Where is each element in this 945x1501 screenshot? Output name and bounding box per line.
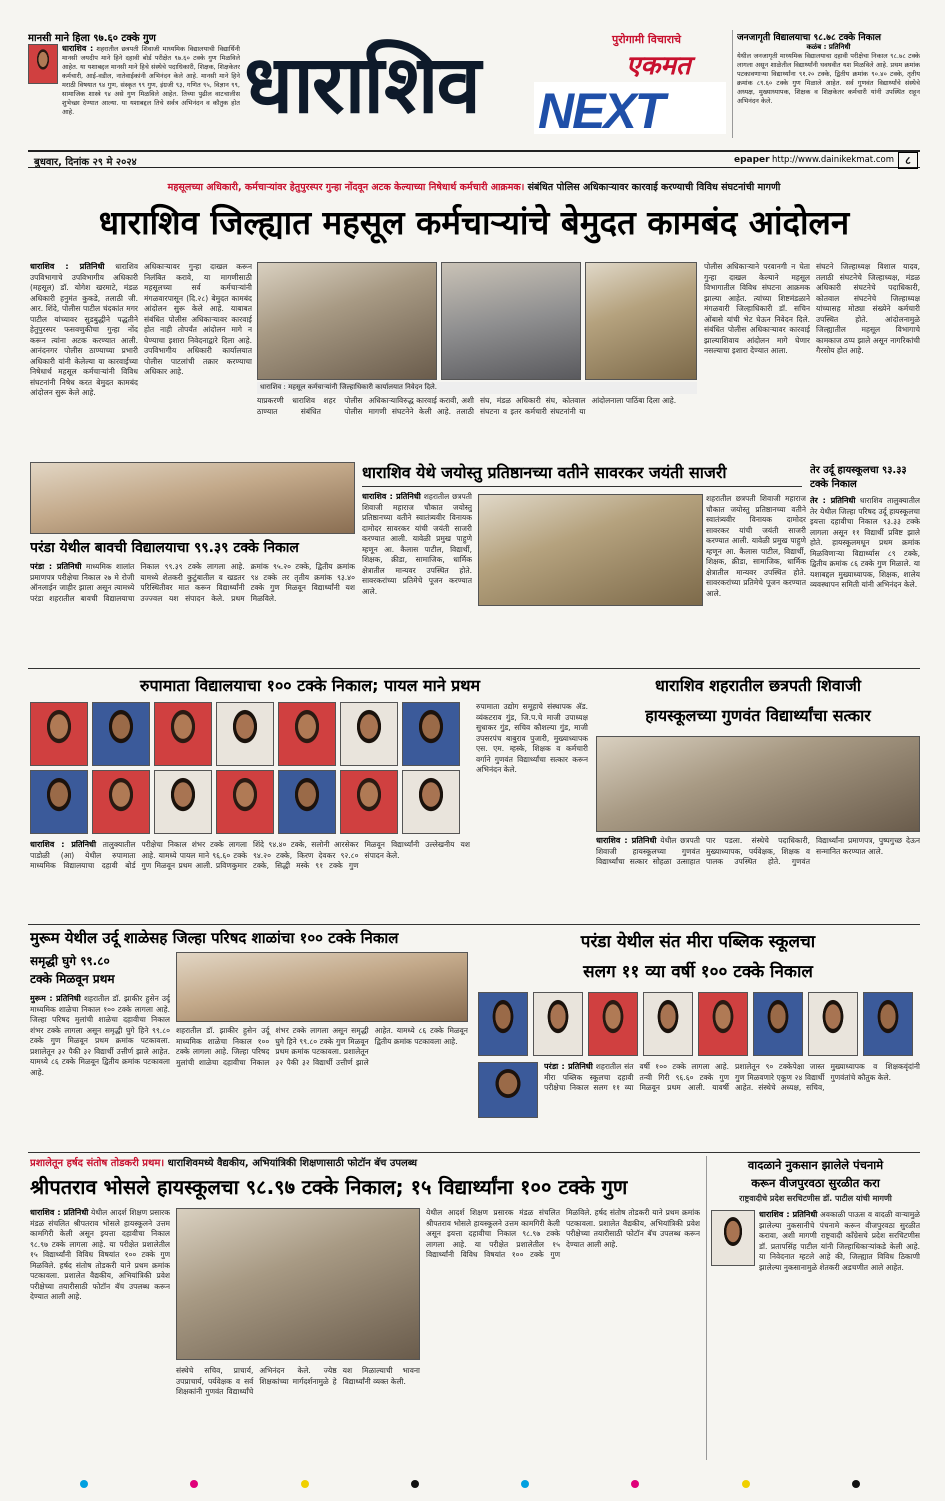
- divider-3: [28, 1152, 920, 1153]
- student-photo: [216, 770, 274, 834]
- student-photo: [698, 992, 748, 1056]
- website-link[interactable]: http://www.dainikekmat.com: [772, 155, 894, 165]
- masthead-title: धाराशिव: [244, 37, 479, 131]
- lead-col3: याप्रकरणी धाराशिव शहर पोलीस ठाण्यात संबंधित पोलीस अधिकाऱ्याविरुद्ध कारवाई करावी, अशी मागणी संघटनेने केली आहे. तलाठी संघ, मंडळ अधिकारी संघ, कोतवाल संघटना व इतर कर्मचारी संघटनांनी या आंदोलनाला पाठिंबा दिला आहे.: [257, 396, 677, 416]
- tair-headline: तेर उर्दू हायस्कूलचा ९३.३३ टक्के निकाल: [810, 465, 907, 490]
- meera-headline-2: सलग ११ व्या वर्षी १०० टक्के निकाल: [583, 962, 813, 982]
- student-photo: [216, 702, 274, 766]
- wadal-box: [706, 1156, 920, 1460]
- bhosale-kicker: [30, 1155, 700, 1171]
- student-photo: [808, 992, 858, 1056]
- lead-kicker-black: संबंधित पोलिस अधिकाऱ्यावर कारवाई करण्याची विविध संघटनांची मागणी: [527, 182, 781, 193]
- savarkar-dateline: धाराशिव : प्रतिनिधी: [362, 492, 421, 501]
- lead-photo-3: [585, 262, 697, 380]
- bhosale-body-mid: संस्थेचे सचिव, प्राचार्य, उपप्राचार्य, पर्यवेक्षक व सर्व शिक्षकांनी गुणवंत विद्यार्थ्यांचे अभिनंदन केले. ज्येष्ठ शिक्षकांच्या मार्गदर्शनामुळे हे यश मिळाल्याची भावना विद्यार्थ्यांनी व्यक्त केली.: [176, 1366, 420, 1396]
- savarkar-headline: धाराशिव येथे जयोस्तु प्रतिष्ठानच्या वतीने सावरकर जयंती साजरी: [362, 460, 802, 487]
- lead-col2: अधिकाऱ्यावर गुन्हा दाखल करून निलंबित करावे, या मागणीसाठी महसूलच्या सर्व कर्मचाऱ्यांनी मंगळवारपासून (दि.२८) बेमुदत कामबंद आंदोलन सुरू केले आहे. याबाबत संबंधित पोलीस अधिकाऱ्यावर कारवाई होत नाही तोपर्यंत आंदोलन मागे न घेण्याचा इशारा निवेदनाद्वारे दिला आहे. उपविभागीय अधिकारी कार्यालयात पोलीस पाटलांची तक्रार करण्याचा अधिकार आहे.: [144, 262, 252, 376]
- murum-body-left: [30, 994, 170, 1146]
- shivaji-headline-2: हायस्कूलच्या गुणवंत विद्यार्थ्यांचा सत्कार: [645, 706, 871, 725]
- meera-photos: [478, 992, 918, 1056]
- lead-photo-2: [441, 262, 581, 380]
- bawchi-headline: परंडा येथील बावची विद्यालयाचा ९९.३९ टक्के निकाल: [30, 540, 299, 556]
- student-photo: [278, 770, 336, 834]
- left-ear-dateline: धाराशिव :: [62, 44, 94, 53]
- wadal-text: अवकाळी पाऊस व वादळी वाऱ्यामुळे झालेल्या नुकसानीचे पंचनामे करून वीजपुरवठा सुरळीत करावा, अशी मागणी राष्ट्रवादी काँग्रेसचे प्रदेश सरचिटणीस डॉ. प्रतापसिंह पाटील यांनी जिल्हाधिकाऱ्यांकडे केली आहे. या निवेदनात म्हटले आहे की, जिल्ह्यात विविध ठिकाणी झालेल्या नुकसानामुळे शेतकरी अडचणीत आले आहेत.: [759, 1210, 920, 1272]
- student-photo: [478, 992, 528, 1056]
- lead-photo-1: [257, 262, 437, 380]
- tair-body: [810, 496, 920, 662]
- meera-body: [544, 1062, 920, 1146]
- student-photo: [278, 702, 336, 766]
- bhosale-kicker-red: प्रशालेतून हर्षद संतोष तोडकरी प्रथम।: [30, 1158, 165, 1169]
- dateline-bar: [28, 150, 920, 168]
- student-photo: [340, 770, 398, 834]
- bhosale-group-photo: [176, 1208, 420, 1360]
- wadal-portrait: [711, 1210, 755, 1266]
- student-photo: [30, 702, 88, 766]
- meera-text: शहरातील संत मीरा पब्लिक स्कूलचा दहावी परीक्षेचा निकाल सलग ११ व्या वर्षी १०० टक्के लागला आहे. तन्वी गिरी ९६.६० टक्के गुण मिळवून प्रथम आली. यावर्षी प्रशालेतून ९० टक्केपेक्षा जास्त गुण मिळवणारे एकूण २४ विद्यार्थी आहेत. संस्थेचे अध्यक्ष, सचिव, मुख्याध्यापक व शिक्षकवृंदांनी गुणवंतांचे कौतुक केले.: [544, 1062, 920, 1092]
- divider-1: [28, 668, 920, 669]
- lead-col1-text: धाराशिव उपविभागाचे उपविभागीय अधिकारी (महसूल) डॉ. योगेश खरमाटे, मंडळ अधिकारी हनुमंत कुकडे, तलाठी जी. आर. शिंदे, पोलीस पाटील चंदकांत मगर पाटील यांच्यावर सुडबुद्धीने पद्धतीने हेतुपुरस्पर फसवणुकीचा गुन्हा नोंद करून त्यांना अटक करण्यात आली. आनंदनगर पोलीस ठाण्याच्या प्रभारी अधिकारी यांनी केलेल्या या कारवाईच्या निषेधार्थ महसूल कर्मचाऱ्यांनी विविध संघटनांनी निषेध करत बेमुदत कामबंद आंदोलन सुरू केले आहे.: [30, 262, 138, 397]
- meera-topper-photo: [478, 1062, 538, 1118]
- student-photo: [753, 992, 803, 1056]
- student-photo: [588, 992, 638, 1056]
- student-photo: [863, 992, 913, 1056]
- rupamata-dateline: धाराशिव : प्रतिनिधी: [30, 840, 97, 849]
- divider-2: [28, 924, 920, 925]
- left-ear-text: शहरातील छत्रपती शिवाजी माध्यमिक विद्यालयाची विद्यार्थिनी मानसी जयदीप माने हिने दहावी बोर्ड परीक्षेत ९७.६० टक्के गुण मिळविले आहेत. या यशाबद्दल मानसी माने हिचे संस्थेचे पदाधिकारी, शिक्षक, शिक्षकेतर कर्मचारी, आई-वडील, नातेवाईकांनी अभिनंदन केले आहे. मानसी माने हिने मराठी विषयात ९४ गुण, संस्कृत ९९ गुण, इंग्रजी ९३, गणित ९५, विज्ञान ९९, सामाजिक शास्त्रे ९४ असे गुण मिळविले आहेत. तिच्या पुढील वाटचालीस शुभेच्छा देण्यात आल्या. या यशाबद्दल तिचे सर्वत्र अभिनंदन व कौतुक होत आहे.: [62, 45, 240, 116]
- brand-logo: एकमत: [626, 51, 691, 81]
- registration-mark: [301, 1480, 309, 1488]
- murum-photo: [176, 952, 468, 1022]
- tair-text: धाराशिव तालुक्यातील तेर येथील जिल्हा परिषद उर्दू हायस्कूलचा इयत्ता दहावीचा निकाल ९३.३३ टक्के लागला असून ११ विद्यार्थी प्रविष्ट झाले होते. हायस्कूलमधून प्रथम क्रमांक मिळविणाऱ्या विद्यार्थ्यास ८९ टक्के, द्वितीय क्रमांक ८६ टक्के गुण मिळाले. या यशाबद्दल मुख्याध्यापक, शिक्षक, शालेय व्यवस्थापन समिती यांनी अभिनंदन केले.: [810, 496, 920, 589]
- rupamata-body: [30, 840, 470, 920]
- registration-mark: [80, 1480, 88, 1488]
- savarkar-photo: [478, 494, 703, 606]
- murum-dateline: मुरूम : प्रतिनिधी: [30, 994, 81, 1003]
- savarkar-text: शहरातील छत्रपती शिवाजी महाराज चौकात जयोस्तु प्रतिष्ठानच्या वतीने स्वातंत्र्यवीर विनायक दामोदर सावरकर यांची जयंती साजरी करण्यात आली. यावेळी प्रमुख पाहुणे म्हणून आ. कैलास पाटील, विद्यार्थी, शिक्षक, क्रीडा, सामाजिक, धार्मिक क्षेत्रातील मान्यवर उपस्थित होते. सावरकरांच्या प्रतिमेचे पूजन करण्यात आले.: [362, 492, 472, 596]
- shivaji-group-photo: [596, 736, 920, 832]
- registration-mark: [852, 1480, 860, 1488]
- registration-mark: [411, 1480, 419, 1488]
- student-photo: [402, 702, 460, 766]
- meera-dateline: परंडा : प्रतिनिधी: [544, 1062, 593, 1071]
- student-photo: [92, 702, 150, 766]
- registration-mark: [190, 1480, 198, 1488]
- bawchi-dateline: परंडा : प्रतिनिधी: [30, 562, 82, 571]
- murum-body-right: शहरातील डॉ. झाकीर हुसेन उर्दू माध्यमिक शाळेचा निकाल १०० टक्के लागला आहे. जिल्हा परिषद मुलांची शाळेचा दहावीचा निकाल शंभर टक्के लागला असून समृद्धी घुगे हिने ९९.८० टक्के गुण मिळवून प्रथम क्रमांक पटकावला. प्रशालेतून ३२ पैकी ३२ विद्यार्थी उत्तीर्ण झाले आहेत. यामध्ये ८६ टक्के मिळवून द्वितीय क्रमांक पटकावला आहे.: [176, 1026, 468, 1067]
- brand-tagline: पुरोगामी विचाराचे: [612, 33, 682, 46]
- bhosale-body-left: [30, 1208, 170, 1458]
- bhosale-headline: श्रीपतराव भोसले हायस्कूलचा ९८.९७ टक्के निकाल; १५ विद्यार्थ्यांना १०० टक्के गुण: [30, 1175, 628, 1199]
- student-photo: [30, 770, 88, 834]
- print-color-bar: [80, 1480, 860, 1488]
- shivaji-headline-1: धाराशिव शहरातील छत्रपती शिवाजी: [655, 676, 861, 695]
- student-photo: [643, 992, 693, 1056]
- lead-col1: [30, 262, 138, 472]
- savarkar-body-left: [362, 492, 472, 662]
- registration-mark: [742, 1480, 750, 1488]
- murum-sub-2: टक्के मिळवून प्रथम: [30, 972, 115, 986]
- right-ear-body: येथील जनजागृती माध्यमिक विद्यालयाचा दहावी परीक्षेचा निकाल ९८.७८ टक्के लागला असून शाळेतील विद्यार्थ्यांनी घवघवीत यश मिळविले आहे. प्रथम क्रमांक पटकावणाऱ्या विद्यार्थ्यांना ९१.२० टक्के, द्वितीय क्रमांक ९०.४० टक्के, तृतीय क्रमांक ८९.६० टक्के गुण मिळाले आहेत. सर्व गुणवंत विद्यार्थ्यांचे संस्थेचे अध्यक्ष, मुख्याध्यापक, शिक्षक व शिक्षकेतर कर्मचारी यांनी उपस्थित राहून अभिनंदन केले.: [737, 52, 920, 105]
- savarkar-body-right: शहरातील छत्रपती शिवाजी महाराज चौकात जयोस्तु प्रतिष्ठानच्या वतीने स्वातंत्र्यवीर विनायक दामोदर सावरकर यांची जयंती साजरी करण्यात आली. यावेळी प्रमुख पाहुणे म्हणून आ. कैलास पाटील, विद्यार्थी, शिक्षक, क्रीडा, सामाजिक, धार्मिक क्षेत्रातील मान्यवर उपस्थित होते. सावरकरांच्या प्रतिमेचे पूजन करण्यात आले.: [706, 494, 806, 598]
- right-ear-headline: जनजागृती विद्यालयाचा ९८.७८ टक्के निकाल: [737, 33, 881, 43]
- student-photo: [154, 702, 212, 766]
- wadal-headline-1: वादळाने नुकसान झालेले पंचनामे: [747, 1158, 884, 1172]
- student-photo: [402, 770, 460, 834]
- bhosale-text: येथील आदर्श शिक्षण प्रसारक मंडळ संचलित श्रीपतराव भोसले हायस्कूलने उत्तम कामगिरी केली असून इयत्ता दहावीचा निकाल ९८.९७ टक्के लागला आहे. या परीक्षेत प्रशालेतील १५ विद्यार्थ्यांनी विविध विषयांत १०० टक्के गुण मिळविले. हर्षद संतोष तोडकरी याने प्रथम क्रमांक पटकावला. प्रशालेत वैद्यकीय, अभियांत्रिकी प्रवेश परीक्षेच्या तयारीसाठी फोटॉन बॅच उपलब्ध करून देण्यात आली आहे.: [30, 1208, 170, 1301]
- rupamata-headline: रुपामाता विद्यालयाचा १०० टक्के निकाल; पायल माने प्रथम: [139, 676, 481, 695]
- right-ear-dateline: कळंब : प्रतिनिधी: [806, 43, 851, 51]
- student-photo: [340, 702, 398, 766]
- student-photo: [154, 770, 212, 834]
- lead-headline: धाराशिव जिल्ह्यात महसूल कर्मचाऱ्यांचे बेमुदत कामबंद आंदोलन: [98, 203, 850, 242]
- murum-headline: मुरूम येथील उर्दू शाळेसह जिल्हा परिषद शाळांचा १०० टक्के निकाल: [30, 929, 399, 947]
- tair-dateline: तेर : प्रतिनिधी: [810, 496, 856, 505]
- left-ear-body: [62, 44, 240, 138]
- wadal-body: [759, 1210, 920, 1446]
- left-ear-photo: [28, 44, 58, 84]
- left-ear-headline: मानसी माने हिला ९७.६० टक्के गुण: [28, 33, 156, 44]
- meera-headline-1: परंडा येथील संत मीरा पब्लिक स्कूलचा: [580, 932, 816, 952]
- bawchi-text: माध्यमिक शालांत प्रमाणपत्र परीक्षेचा निकाल २७ मे रोजी ऑनलाईन जाहीर झाला असून त्यामध्ये परंडा शहरातील बावची विद्यालयाचा निकाल ९९.३९ टक्के लागला आहे. यामध्ये शेतकरी कुटुंबातील व खडतर परिस्थितीवर मात करून विद्यार्थ्यांनी उज्ज्वल यश संपादन केले. प्रथम क्रमांक ९५.२० टक्के, द्वितीय क्रमांक ९४ टक्के तर तृतीय क्रमांक ९३.४० टक्के गुण मिळवून विद्यार्थ्यांनी यश मिळविले.: [30, 562, 355, 603]
- lead-dateline: धाराशिव : प्रतिनिधी: [30, 262, 105, 271]
- shivaji-body: [596, 836, 920, 920]
- murum-text: शहरातील डॉ. झाकीर हुसेन उर्दू माध्यमिक शाळेचा निकाल १०० टक्के लागला आहे. जिल्हा परिषद मुलांची शाळेचा दहावीचा निकाल शंभर टक्के लागला असून समृद्धी घुगे हिने ९९.८० टक्के गुण मिळवून प्रथम क्रमांक पटकावला. प्रशालेतून ३२ पैकी ३२ विद्यार्थी उत्तीर्ण झाले आहेत. यामध्ये ८६ टक्के मिळवून द्वितीय क्रमांक पटकावला आहे.: [30, 994, 170, 1077]
- page-number: ८: [898, 152, 918, 169]
- lead-col5: संघटने जिल्हाध्यक्ष विशाल यादव, तलाठी संघटनेचे जिल्हाध्यक्ष, मंडळ अधिकारी संघटनेचे पदाधिकारी, कोतवाल संघटनेचे जिल्हाध्यक्ष यांच्यासह मोठ्या संख्येने कर्मचारी उपस्थित होते. आंदोलनामुळे जिल्ह्यातील महसूल विभागाचे कामकाज ठप्प झाले असून नागरिकांची गैरसोय होत आहे.: [816, 262, 920, 355]
- rupamata-text: तालुक्यातील पाडोळी (आ) येथील रुपामाता माध्यमिक विद्यालयाचा दहावी बोर्ड परीक्षेचा निकाल शंभर टक्के लागला आहे. यामध्ये पायल माने ९६.६० टक्के गुण मिळवून प्रथम आली. प्रविणकुमार शिंदे ९४.४० टक्के, सलोनी आरसेकर ९४.२० टक्के, किरण देवकर ९२.८० टक्के, सिद्धी मस्के ९१ टक्के गुण मिळवून विद्यार्थ्यांनी उल्लेखनीय यश संपादन केले.: [30, 840, 470, 870]
- murum-sub-1: समृद्धी घुगे ९९.८०: [30, 954, 110, 968]
- rupamata-body2: रुपामाता उद्योग समूहाचे संस्थापक ॲड. व्यंकटराव गुंड, जि.प.चे माजी उपाध्यक्ष सुधाकर गुंड, सचिव कौशल्या गुंड, माजी उपसरपंच बाबुराव पुजारी, मुख्याध्यापक एस. एम. म्हस्के, शिक्षक व कर्मचारी वर्गाने गुणवंत विद्यार्थ्यांचा सत्कार करून अभिनंदन केले.: [476, 702, 588, 774]
- lead-photo-caption: धाराशिव : महसूल कर्मचाऱ्यांनी जिल्हाधिकारी कार्यालयात निवेदन दिले.: [257, 382, 697, 394]
- bawchi-photo: [30, 462, 355, 534]
- registration-mark: [631, 1480, 639, 1488]
- bhosale-body-right: येथील आदर्श शिक्षण प्रसारक मंडळ संचलित श्रीपतराव भोसले हायस्कूलने उत्तम कामगिरी केली असून इयत्ता दहावीचा निकाल ९८.९७ टक्के लागला आहे. या परीक्षेत प्रशालेतील १५ विद्यार्थ्यांनी विविध विषयांत १०० टक्के गुण मिळविले. हर्षद संतोष तोडकरी याने प्रथम क्रमांक पटकावला. प्रशालेत वैद्यकीय, अभियांत्रिकी प्रवेश परीक्षेच्या तयारीसाठी फोटॉन बॅच उपलब्ध करून देण्यात आली आहे.: [426, 1208, 700, 1259]
- bhosale-dateline: धाराशिव : प्रतिनिधी: [30, 1208, 89, 1217]
- wadal-headline-2: करून वीजपुरवठा सुरळीत करा: [751, 1176, 880, 1190]
- wadal-dateline: धाराशिव : प्रतिनिधी: [759, 1210, 818, 1219]
- registration-mark: [521, 1480, 529, 1488]
- next-logo: [534, 82, 726, 139]
- bhosale-kicker-black: धाराशिवमध्ये वैद्यकीय, अभियांत्रिकी शिक्षणासाठी फोटॉन बॅच उपलब्ध: [167, 1158, 418, 1169]
- issue-date: बुधवार, दिनांक २९ मे २०२४: [34, 157, 137, 168]
- shivaji-text: येथील छत्रपती शिवाजी हायस्कूलच्या गुणवंत विद्यार्थ्यांचा सत्कार सोहळा उत्साहात पार पडला. संस्थेचे पदाधिकारी, मुख्याध्यापक, पर्यवेक्षक, शिक्षक व पालक उपस्थित होते. गुणवंत विद्यार्थ्यांना प्रमाणपत्र, पुष्पगुच्छ देऊन सन्मानित करण्यात आले.: [596, 836, 920, 866]
- lead-kicker: [28, 180, 920, 196]
- wadal-subheadline: राष्ट्रवादीचे प्रदेश सरचिटणीस डॉ. पाटील यांची मागणी: [739, 1194, 892, 1203]
- left-ear: [28, 30, 240, 138]
- right-ear: [732, 30, 920, 138]
- bawchi-body: [30, 562, 355, 662]
- rupamata-photos: [30, 702, 470, 834]
- epaper-label: epaper: [734, 155, 770, 165]
- lead-kicker-red: महसूलच्या अधिकारी, कर्मचाऱ्यांवर हेतुपुरस्पर गुन्हा नोंदवून अटक केल्याच्या निषेधार्थ कर्मचारी आक्रमक।: [167, 182, 525, 193]
- lead-col4: पोलीस अधिकाऱ्याने परवानगी न घेता गुन्हा दाखल केल्याने महसूल विभागातील विविध संघटना आक्रमक झाल्या आहेत. त्यांच्या शिष्टमंडळाने मंगळवारी जिल्हाधिकारी डॉ. सचिन ओंबासे यांची भेट घेऊन निवेदन दिले. संबंधित पोलीस अधिकाऱ्यावर कारवाई झाल्याशिवाय आंदोलन मागे घेणार नसल्याचा इशारा देण्यात आला.: [704, 262, 810, 355]
- shivaji-dateline: धाराशिव : प्रतिनिधी: [596, 836, 657, 845]
- student-photo: [533, 992, 583, 1056]
- next-text: NEXT: [538, 83, 664, 139]
- student-photo: [92, 770, 150, 834]
